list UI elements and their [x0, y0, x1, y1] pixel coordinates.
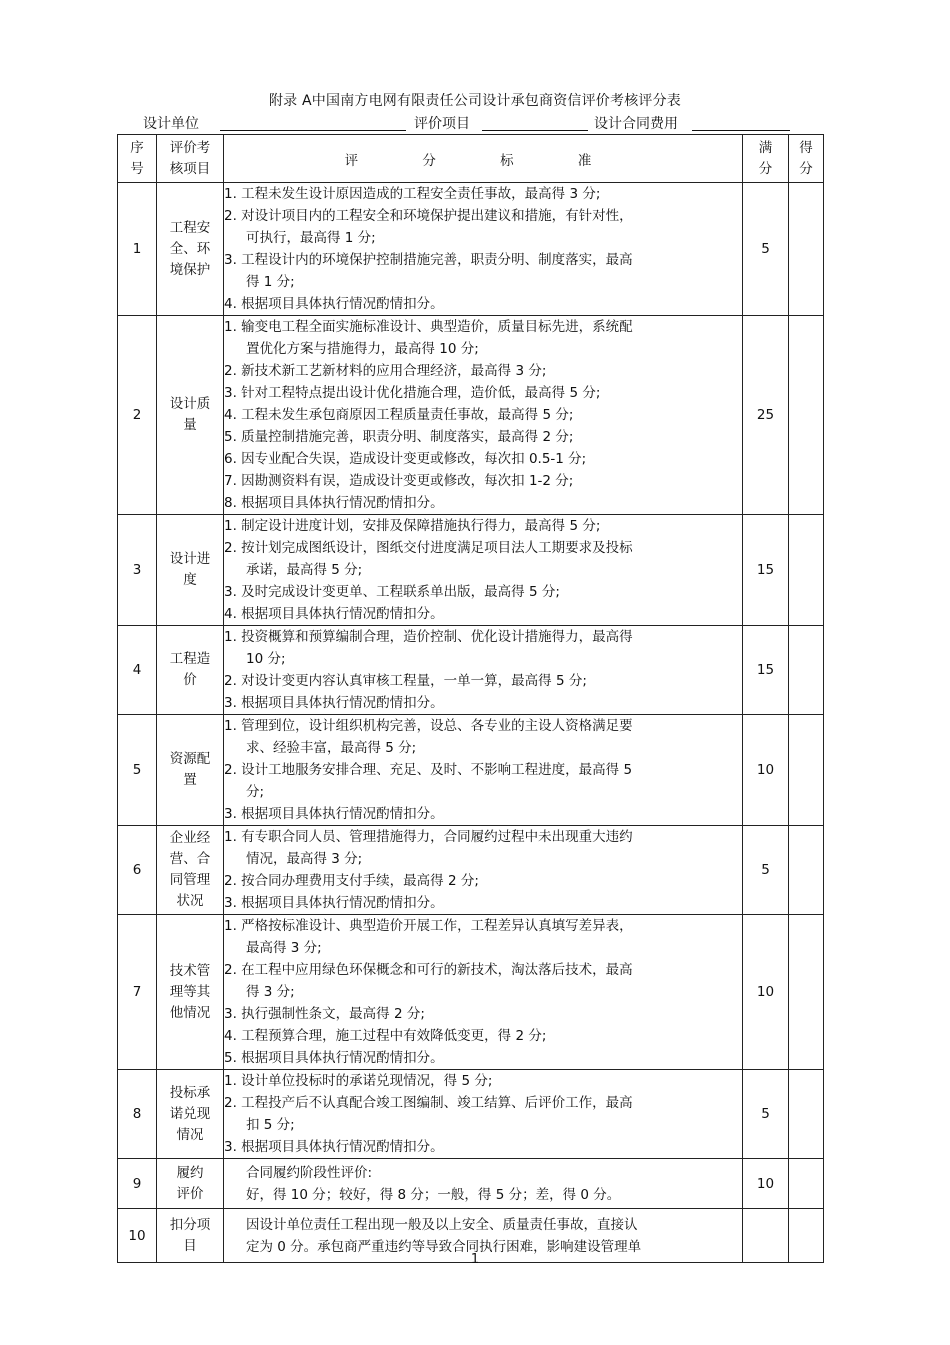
criteria-line: 3. 针对工程特点提出设计优化措施合理，造价低，最高得 5 分; — [224, 385, 601, 401]
evaluation-item-line: 履约 — [176, 1164, 204, 1181]
score-cell[interactable] — [789, 626, 824, 715]
full-score: 5 — [743, 826, 789, 915]
row-number: 7 — [118, 915, 157, 1070]
criteria-line: 3. 根据项目具体执行情况酌情扣分。 — [224, 895, 444, 911]
evaluation-item-line: 设计质 — [169, 396, 211, 412]
score-cell[interactable] — [789, 1159, 824, 1209]
criteria-line: 2. 对设计项目内的工程安全和环境保护提出建议和措施，有针对性， — [224, 208, 633, 224]
full-score: 15 — [743, 626, 789, 715]
criteria-line: 1. 工程未发生设计原因造成的工程安全责任事故，最高得 3 分; — [224, 186, 601, 202]
criteria-line: 2. 按计划完成图纸设计，图纸交付进度满足项目法人工期要求及投标 — [224, 540, 633, 556]
evaluation-item-line: 同管理 — [169, 872, 211, 888]
evaluation-item-line: 营、合 — [169, 851, 211, 867]
criteria-line: 1. 制定设计进度计划，安排及保障措施执行得力，最高得 5 分; — [224, 518, 601, 534]
criteria-line: 3. 执行强制性条文，最高得 2 分; — [224, 1006, 425, 1022]
evaluation-item-line: 理等其 — [169, 983, 211, 1000]
criteria-line: 得 3 分; — [246, 984, 295, 1000]
row-number: 10 — [118, 1209, 157, 1263]
score-cell[interactable] — [789, 316, 824, 515]
page-title: 附录 A中国南方电网有限责任公司设计承包商资信评价考核评分表 — [268, 93, 682, 109]
criteria-line: 3. 根据项目具体执行情况酌情扣分。 — [224, 1139, 444, 1155]
score-cell[interactable] — [789, 715, 824, 826]
criteria-line: 因设计单位责任工程出现一般及以上安全、质量责任事故，直接认 — [246, 1216, 638, 1233]
criteria-line: 5. 质量控制措施完善，职责分明、制度落实，最高得 2 分; — [224, 429, 574, 445]
header-item: 评价考 核项目 — [157, 135, 224, 183]
criteria-line: 1. 严格按标准设计、典型造价开展工作，工程差异认真填写差异表， — [224, 918, 633, 934]
evaluation-item-line: 度 — [183, 572, 197, 588]
contract-fee-label: 设计合同费用 — [594, 116, 678, 132]
scoring-criteria — [224, 316, 743, 515]
evaluation-item-line: 目 — [183, 1237, 197, 1254]
row-number: 9 — [118, 1159, 157, 1209]
criteria-line: 2. 对设计变更内容认真审核工程量，一单一算，最高得 5 分; — [224, 673, 587, 689]
header-score: 得 分 — [789, 135, 824, 183]
project-label: 评价项目 — [414, 116, 470, 132]
evaluation-item-line: 扣分项 — [169, 1216, 211, 1233]
criteria-line: 置优化方案与措施得力，最高得 10 分; — [246, 341, 479, 357]
criteria-line: 1. 管理到位，设计组织机构完善，设总、各专业的主设人资格满足要 — [224, 718, 633, 734]
evaluation-item-line: 工程安 — [169, 219, 211, 236]
row-number: 2 — [118, 316, 157, 515]
evaluation-item-line: 资源配 — [169, 751, 211, 767]
criteria-line: 好，得 10 分；较好，得 8 分；一般，得 5 分；差，得 0 分。 — [246, 1186, 621, 1203]
full-score: 10 — [743, 1159, 789, 1209]
table-row — [118, 316, 824, 515]
evaluation-item-line: 评价 — [176, 1185, 204, 1202]
full-score: 25 — [743, 316, 789, 515]
criteria-line: 定为 0 分。承包商严重违约等导致合同执行困难，影响建设管理单 — [246, 1238, 642, 1255]
criteria-line: 1. 投资概算和预算编制合理，造价控制、优化设计措施得力，最高得 — [224, 629, 633, 645]
evaluation-item — [157, 826, 224, 915]
score-cell[interactable] — [789, 1070, 824, 1159]
evaluation-item-line: 技术管 — [169, 962, 211, 979]
info-line — [0, 113, 950, 135]
scoring-criteria — [224, 715, 743, 826]
table-row — [118, 626, 824, 715]
evaluation-item-line: 境保护 — [169, 261, 211, 278]
full-score: 10 — [743, 915, 789, 1070]
evaluation-item-line: 置 — [183, 772, 197, 788]
criteria-line: 2. 工程投产后不认真配合竣工图编制、竣工结算、后评价工作，最高 — [224, 1095, 633, 1111]
row-number: 3 — [118, 515, 157, 626]
score-cell[interactable] — [789, 826, 824, 915]
criteria-line: 4. 工程预算合理，施工过程中有效降低变更，得 2 分; — [224, 1028, 547, 1044]
evaluation-item — [157, 1159, 224, 1209]
evaluation-item — [157, 316, 224, 515]
evaluation-item — [157, 515, 224, 626]
criteria-line: 得 1 分; — [246, 274, 295, 290]
full-score: 15 — [743, 515, 789, 626]
score-cell[interactable] — [789, 515, 824, 626]
evaluation-item-line: 工程造 — [169, 651, 211, 667]
criteria-line: 5. 根据项目具体执行情况酌情扣分。 — [224, 1050, 444, 1066]
criteria-line: 合同履约阶段性评价: — [246, 1164, 373, 1181]
table-row — [118, 1159, 824, 1209]
table-row — [118, 915, 824, 1070]
evaluation-item — [157, 626, 224, 715]
criteria-line: 2. 新技术新工艺新材料的应用合理经济，最高得 3 分; — [224, 363, 547, 379]
scoring-criteria — [224, 1070, 743, 1159]
evaluation-item-line: 他情况 — [169, 1004, 211, 1021]
evaluation-item-line: 投标承 — [169, 1084, 211, 1101]
evaluation-item-line: 价 — [183, 672, 197, 688]
row-number: 1 — [118, 183, 157, 316]
criteria-line: 承诺，最高得 5 分; — [246, 562, 363, 578]
header-full-score: 满 分 — [743, 135, 789, 183]
evaluation-item-line: 情况 — [176, 1126, 204, 1143]
page-number: 1 — [470, 1252, 480, 1267]
criteria-line: 1. 有专职合同人员、管理措施得力，合同履约过程中未出现重大违约 — [224, 829, 633, 845]
contract-fee-field[interactable] — [692, 114, 790, 131]
header-criteria: 评 分 标 准 — [224, 135, 743, 183]
criteria-line: 2. 按合同办理费用支付手续，最高得 2 分; — [224, 873, 479, 889]
table-row — [118, 826, 824, 915]
criteria-line: 3. 及时完成设计变更单、工程联系单出版，最高得 5 分; — [224, 584, 560, 600]
evaluation-item-line: 设计进 — [169, 551, 211, 567]
row-number: 6 — [118, 826, 157, 915]
row-number: 8 — [118, 1070, 157, 1159]
criteria-line: 最高得 3 分; — [246, 940, 322, 956]
scoring-criteria — [224, 183, 743, 316]
scoring-criteria — [224, 626, 743, 715]
criteria-line: 6. 因专业配合失误，造成设计变更或修改，每次扣 0.5-1 分; — [224, 451, 587, 467]
criteria-line: 8. 根据项目具体执行情况酌情扣分。 — [224, 495, 444, 511]
scoring-criteria — [224, 1159, 743, 1209]
criteria-line: 1. 输变电工程全面实施标准设计、典型造价，质量目标先进，系统配 — [224, 319, 633, 335]
criteria-line: 可执行，最高得 1 分; — [246, 230, 376, 246]
criteria-line: 4. 根据项目具体执行情况酌情扣分。 — [224, 606, 444, 622]
full-score: 5 — [743, 1070, 789, 1159]
evaluation-item-line: 全、环 — [169, 240, 211, 257]
table-row — [118, 1070, 824, 1159]
criteria-line: 10 分; — [246, 651, 286, 667]
row-number: 5 — [118, 715, 157, 826]
table-row — [118, 715, 824, 826]
table-row — [118, 515, 824, 626]
criteria-line: 2. 在工程中应用绿色环保概念和可行的新技术，淘汰落后技术，最高 — [224, 962, 633, 978]
criteria-line: 7. 因勘测资料有误，造成设计变更或修改，每次扣 1-2 分; — [224, 473, 574, 489]
criteria-line: 分; — [246, 784, 265, 800]
full-score: 5 — [743, 183, 789, 316]
criteria-line: 1. 设计单位投标时的承诺兑现情况，得 5 分; — [224, 1073, 493, 1089]
evaluation-item — [157, 1070, 224, 1159]
design-unit-field[interactable] — [220, 114, 406, 131]
scoring-criteria — [224, 915, 743, 1070]
evaluation-item-line: 企业经 — [169, 830, 211, 846]
criteria-line: 求、经验丰富，最高得 5 分; — [246, 740, 417, 756]
scoring-criteria — [224, 826, 743, 915]
evaluation-item — [157, 183, 224, 316]
score-cell[interactable] — [789, 915, 824, 1070]
criteria-line: 3. 根据项目具体执行情况酌情扣分。 — [224, 806, 444, 822]
evaluation-item-line: 状况 — [176, 893, 204, 909]
scoring-criteria — [224, 515, 743, 626]
score-table — [117, 134, 824, 1263]
criteria-line: 2. 设计工地服务安排合理、充足、及时、不影响工程进度，最高得 5 — [224, 762, 633, 778]
criteria-line: 4. 工程未发生承包商原因工程质量责任事故，最高得 5 分; — [224, 407, 574, 423]
score-cell[interactable] — [789, 183, 824, 316]
criteria-line: 情况，最高得 3 分; — [246, 851, 363, 867]
evaluation-item-line: 量 — [183, 417, 197, 433]
header-no: 序 号 — [118, 135, 157, 183]
design-unit-label: 设计单位 — [143, 116, 199, 132]
table-header-row — [118, 135, 824, 183]
evaluation-item — [157, 915, 224, 1070]
table-row — [118, 183, 824, 316]
row-number: 4 — [118, 626, 157, 715]
criteria-line: 3. 工程设计内的环境保护控制措施完善，职责分明、制度落实，最高 — [224, 252, 633, 268]
criteria-line: 3. 根据项目具体执行情况酌情扣分。 — [224, 695, 444, 711]
full-score: 10 — [743, 715, 789, 826]
evaluation-item — [157, 715, 224, 826]
evaluation-item-line: 诺兑现 — [169, 1105, 211, 1122]
project-field[interactable] — [482, 114, 588, 131]
criteria-line: 4. 根据项目具体执行情况酌情扣分。 — [224, 296, 444, 312]
criteria-line: 扣 5 分; — [246, 1117, 295, 1133]
